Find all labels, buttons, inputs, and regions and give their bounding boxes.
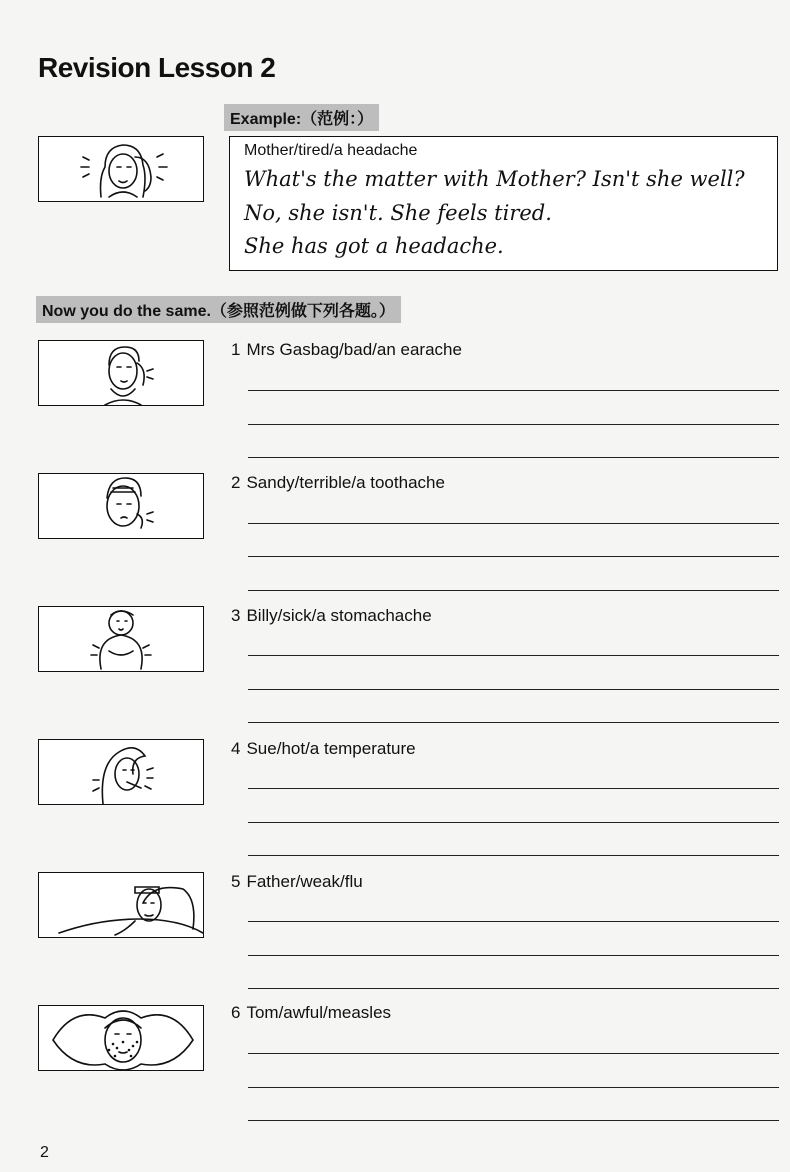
answer-line[interactable]	[248, 988, 779, 989]
answer-line[interactable]	[248, 689, 779, 690]
answer-line[interactable]	[248, 590, 779, 591]
exercise-prompt	[231, 872, 363, 892]
answer-line[interactable]	[248, 1087, 779, 1088]
answer-line[interactable]	[248, 921, 779, 922]
page-title: Revision Lesson 2	[38, 52, 276, 83]
example-answer-box	[229, 136, 778, 271]
exercise-text: Sue/hot/a temperature	[246, 739, 416, 758]
measles-illustration	[38, 1005, 204, 1071]
answer-line[interactable]	[248, 655, 779, 656]
answer-line[interactable]	[248, 1120, 779, 1121]
exercise-prompt	[231, 606, 432, 626]
example-prompt: Mother/tired/a headache	[244, 142, 418, 159]
answer-line[interactable]	[248, 1053, 779, 1054]
answer-line[interactable]	[248, 722, 779, 723]
exercise-number: 3	[231, 606, 241, 625]
answer-line[interactable]	[248, 556, 779, 557]
exercise-number: 6	[231, 1003, 241, 1022]
exercise-text: Sandy/terrible/a toothache	[246, 473, 445, 492]
answer-line[interactable]	[248, 788, 779, 789]
earache-illustration	[38, 340, 204, 406]
example-tag: Example:（范例：）	[224, 104, 379, 131]
exercise-text: Billy/sick/a stomachache	[246, 606, 432, 625]
flu-illustration	[38, 872, 204, 938]
temperature-illustration	[38, 739, 204, 805]
exercise-number: 5	[231, 872, 241, 891]
answer-line[interactable]	[248, 424, 779, 425]
exercise-prompt	[231, 739, 416, 759]
exercise-text: Tom/awful/measles	[246, 1003, 392, 1022]
exercise-text: Mrs Gasbag/bad/an earache	[246, 340, 462, 359]
exercise-prompt	[231, 1003, 391, 1023]
example-answer-line: She has got a headache.	[244, 234, 504, 258]
answer-line[interactable]	[248, 523, 779, 524]
answer-line[interactable]	[248, 822, 779, 823]
exercise-number: 1	[231, 340, 241, 359]
answer-line[interactable]	[248, 390, 779, 391]
toothache-illustration	[38, 473, 204, 539]
example-answer-line: What's the matter with Mother? Isn't she well?	[244, 167, 745, 191]
example-illustration	[38, 136, 204, 202]
exercise-number: 2	[231, 473, 241, 492]
page-number: 2	[40, 1144, 49, 1161]
answer-line[interactable]	[248, 855, 779, 856]
exercise-text: Father/weak/flu	[246, 872, 363, 891]
instruction-tag: Now you do the same.（参照范例做下列各题。）	[36, 296, 401, 323]
stomachache-illustration	[38, 606, 204, 672]
example-answer-line: No, she isn't. She feels tired.	[244, 201, 552, 225]
exercise-prompt	[231, 340, 462, 360]
answer-line[interactable]	[248, 955, 779, 956]
answer-line[interactable]	[248, 457, 779, 458]
exercise-prompt	[231, 473, 445, 493]
exercise-number: 4	[231, 739, 241, 758]
